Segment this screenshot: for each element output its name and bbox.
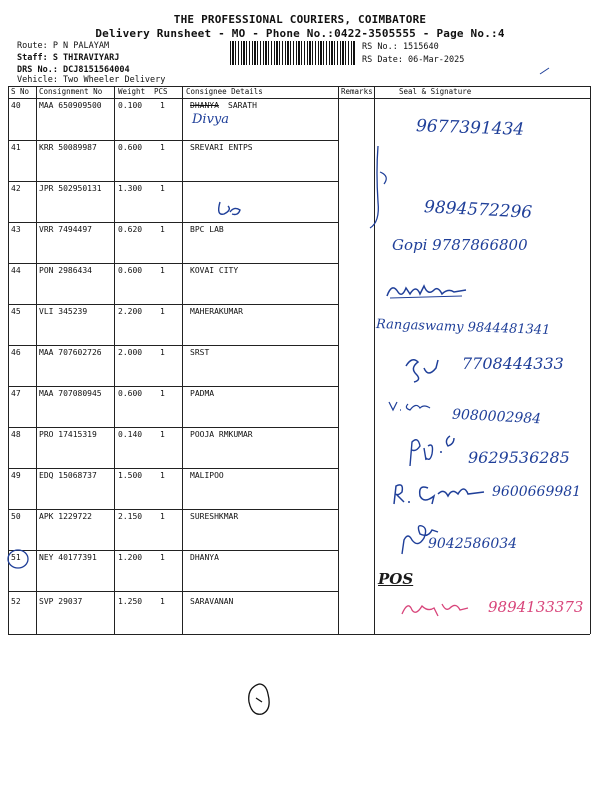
sno-cell: 42 (11, 184, 21, 193)
weight-cell: 0.100 (118, 101, 143, 110)
consignment-cell: MAA 707080945 (39, 389, 102, 398)
pcs-cell: 1 (160, 597, 165, 606)
weight-cell: 2.000 (118, 348, 143, 357)
weight-cell: 1.200 (118, 553, 143, 562)
signature: Gopi 9787866800 (392, 236, 528, 254)
consignee-cell: DHANYA (190, 553, 219, 562)
pen-scribble (244, 680, 274, 720)
runsheet-subtitle: Delivery Runsheet - MO - Phone No.:0422-3505555 - Page No.:4 (95, 27, 505, 40)
consignee-cell: POOJA RMKUMAR (190, 430, 253, 439)
sno-cell: 43 (11, 225, 21, 234)
row-divider (8, 591, 338, 592)
weight-cell: 0.600 (118, 143, 143, 152)
weight-cell: 0.140 (118, 430, 143, 439)
rs-number: RS No.: 1515640 (362, 42, 439, 52)
header-bottom-border (8, 98, 590, 99)
vehicle-label: Vehicle: Two Wheeler Delivery (17, 75, 166, 85)
consignment-cell: JPR 502950131 (39, 184, 102, 193)
sno-cell: 51 (11, 553, 21, 562)
sno-cell: 44 (11, 266, 21, 275)
weight-cell: 1.250 (118, 597, 143, 606)
row-divider (8, 263, 338, 264)
consignment-cell: MAA 650909500 (39, 101, 102, 110)
handwritten-note: Divya (192, 112, 230, 127)
drs-label: DRS No.: DCJ8151564004 (17, 65, 130, 75)
consignee-cell: SREVARI ENTPS (190, 143, 253, 152)
signature: 9042586034 (428, 536, 518, 552)
pcs-cell: 1 (160, 225, 165, 234)
consignee-cell: SURESHKMAR (190, 512, 239, 521)
staff-label: Staff: S THIRAVIYARJ (17, 53, 120, 63)
sno-cell: 52 (11, 597, 21, 606)
consignment-cell: APK 1229722 (39, 512, 92, 521)
pcs-cell: 1 (160, 389, 165, 398)
signature-scribble (398, 596, 470, 620)
row-divider (8, 509, 338, 510)
col-line (338, 86, 339, 634)
consignee-cell: SRST (190, 348, 210, 357)
row-divider (8, 181, 338, 182)
sno-cell: 49 (11, 471, 21, 480)
row-divider (8, 427, 338, 428)
sno-cell: 40 (11, 101, 21, 110)
col-header-pcs: PCS (154, 87, 168, 96)
signature: 9894572296 (423, 197, 533, 223)
pcs-cell: 1 (160, 430, 165, 439)
col-line (114, 86, 115, 634)
pcs-cell: 1 (160, 266, 165, 275)
consignee-cell: SARAVANAN (190, 597, 234, 606)
signature: 7708444333 (462, 354, 564, 373)
consignment-cell: VLI 345239 (39, 307, 88, 316)
table-bottom-border (8, 634, 590, 635)
col-header-consignment: Consignment No (39, 87, 103, 96)
signature-scribble (384, 278, 470, 302)
col-line (590, 86, 591, 634)
consignee-cell: MALIPOO (190, 471, 224, 480)
row-divider (8, 222, 338, 223)
signature: POS (378, 570, 414, 588)
sno-cell: 41 (11, 143, 21, 152)
pcs-cell: 1 (160, 184, 165, 193)
pcs-cell: 1 (160, 348, 165, 357)
signature: 9600669981 (492, 484, 582, 500)
pcs-cell: 1 (160, 101, 165, 110)
weight-cell: 1.500 (118, 471, 143, 480)
signature-scribble (402, 354, 442, 384)
pen-stroke (364, 142, 394, 232)
col-line (182, 86, 183, 634)
row-divider (8, 304, 338, 305)
row-divider (8, 140, 338, 141)
consignee-cell: KOVAI CITY (190, 266, 239, 275)
weight-cell: 0.600 (118, 266, 143, 275)
col-header-weight: Weight (118, 87, 146, 96)
sno-cell: 50 (11, 512, 21, 521)
pcs-cell: 1 (160, 471, 165, 480)
weight-cell: 2.150 (118, 512, 143, 521)
signature-scribble (404, 432, 464, 468)
col-header-consignee: Consignee Details (186, 87, 263, 96)
consignment-cell: VRR 7494497 (39, 225, 92, 234)
signature: 9629536285 (468, 448, 570, 467)
signature: Rangaswamy 9844481341 (375, 316, 551, 339)
weight-cell: 1.300 (118, 184, 143, 193)
pen-tick (538, 66, 552, 76)
consignee-cell: BPC LAB (190, 225, 224, 234)
signature: 9080002984 (451, 406, 542, 428)
consignment-cell: NEY 40177391 (39, 553, 97, 562)
rs-date: RS Date: 06-Mar-2025 (362, 55, 465, 65)
col-header-signature: Seal & Signature (399, 87, 472, 96)
consignment-cell: KRR 50089987 (39, 143, 97, 152)
row-divider (8, 550, 338, 551)
sno-cell: 45 (11, 307, 21, 316)
col-line (36, 86, 37, 634)
pcs-cell: 1 (160, 307, 165, 316)
signature-scribble (388, 478, 488, 508)
signature: 9677391434 (415, 116, 525, 140)
sno-cell: 48 (11, 430, 21, 439)
pcs-cell: 1 (160, 143, 165, 152)
sno-cell: 47 (11, 389, 21, 398)
consignment-cell: EDQ 15068737 (39, 471, 97, 480)
row-divider (8, 468, 338, 469)
consignee-struck: DHANYA (190, 101, 219, 110)
consignee-cell: PADMA (190, 389, 215, 398)
company-title: THE PROFESSIONAL COURIERS, COIMBATORE (173, 13, 427, 26)
col-header-sno: S No (11, 87, 30, 96)
consignment-cell: MAA 707602726 (39, 348, 102, 357)
consignment-cell: PRO 17415319 (39, 430, 97, 439)
route-label: Route: P N PALAYAM (17, 41, 110, 51)
weight-cell: 0.620 (118, 225, 143, 234)
col-header-remarks: Remarks (341, 87, 373, 96)
row-divider (8, 345, 338, 346)
sno-cell: 46 (11, 348, 21, 357)
pcs-cell: 1 (160, 553, 165, 562)
weight-cell: 2.200 (118, 307, 143, 316)
consignment-cell: PON 2986434 (39, 266, 92, 275)
barcode (230, 41, 356, 65)
signature-scribble (386, 398, 436, 414)
signature: 9894133373 (488, 598, 584, 616)
consignee-cell: SARATH (228, 101, 257, 110)
weight-cell: 0.600 (118, 389, 143, 398)
consignee-cell: MAHERAKUMAR (190, 307, 243, 316)
pcs-cell: 1 (160, 512, 165, 521)
consignment-cell: SVP 29037 (39, 597, 83, 606)
scribble-mark (214, 198, 244, 220)
row-divider (8, 386, 338, 387)
